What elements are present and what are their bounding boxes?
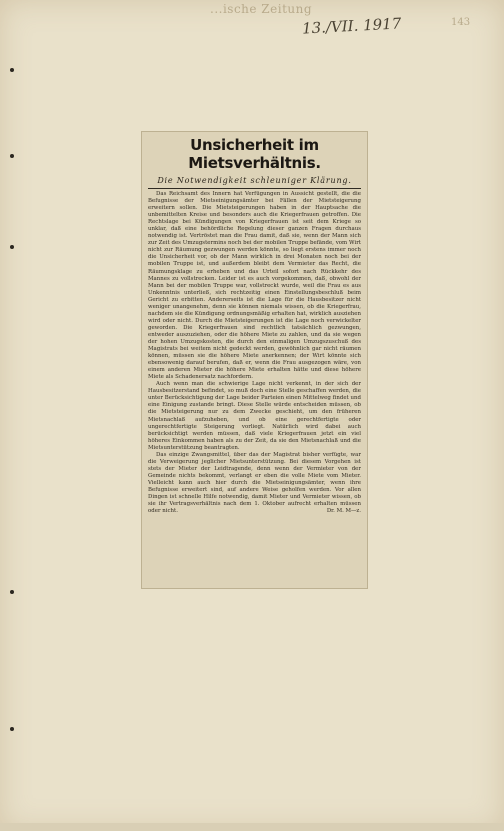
article-headline: Unsicherheit im Mietsverhältnis.: [188, 136, 321, 172]
binding-hole: [10, 590, 14, 594]
binding-hole: [10, 727, 14, 731]
binding-hole: [10, 68, 14, 72]
article-paragraph: Das Reichsamt des Innern hat Verfügungen in Aussicht gestellt, die die Befugnisse der Mietseinigungsämter bei Fällen der Mietsteigerung erweitern sollen. Die Mietsteigerungen haben in der Hauptsache die unbemittelten Kreise und besonders auch die Kriegerfrauen getroffen. Die Rechtslage bei Kündigungen von Kriegerfrauen ist seit dem Kriege so unklar, daß eine behördliche Regelung dieser ganzen Fragen durchaus notwendig ist. Vertröstet man die Frau damit, daß sie, wenn der Mann sich zur Zeit des Umzugstermins noch bei der mobilen Truppe befände, vom Wirt nicht zur Räumung gezwungen werden könnte, so liegt erstens immer noch die Unsicherheit vor, ob der Mann wirklich in drei Monaten noch bei der mobilen Truppe ist, und außerdem bleibt dem Vermieter das Recht, die Räumungsklage zu erheben und das Urteil sofort nach Rückkehr des Mannes zu vollstrecken. Leider ist es auch vorgekommen, daß, obwohl der Mann bei der mobilen Truppe war, vollstreckt wurde, weil die Frau es aus Unkenntnis unterließ, sich rechtzeitig einen Einstellungsbeschluß beim Gericht zu erbitten. Andererseits ist die Lage für die Hausbesitzer nicht weniger unangenehm, denn sie können niemals wissen, ob die Kriegerfrau, nachdem sie die Kündigung ordnungsmäßig erhalten hat, wirklich ausziehen wird oder nicht. Durch die Mietsteigerungen ist die Lage noch verwickelter geworden. Die Kriegerfrauen sind rechtlich tatsächlich gezwungen, entweder auszuziehen, oder die höhere Miete zu zahlen, und da sie wegen der hohen Umzugskosten, die durch den einmaligen Umzugszuschuß des Magistrats bei weitem nicht gedeckt werden, gewöhnlich gar nicht räumen können, müssen sie die höhere Miete anerkennen; der Wirt könnte sich ebensowenig darauf berufen, daß er, wenn die Frau ausgezogen wäre, von einem anderen Mieter die höhere Miete erhalten hätte und diese höhere Miete als Schadenersatz nachfordern.: [148, 191, 361, 381]
article-paragraph: Auch wenn man die schwierige Lage nicht verkennt, in der sich der Hausbesitzerstand befindet, so muß doch eine Stelle geschaffen werden, die unter Berücksichtigung der Lage beider Parteien einen Mittelweg findet und eine Einigung zustande bringt. Diese Stelle würde entscheiden müssen, ob die Mietsteigerung nur zu dem Zwecke geschieht, um den früheren Mietsnachlaß aufzuheben, und ob eine gerechtfertigte oder ungerechtfertigte Steigerung vorliegt. Natürlich wird dabei auch berücksichtigt werden müssen, daß viele Kriegerfrauen jetzt ein viel höheres Einkommen haben als zu der Zeit, da sie den Mietsnachlaß und die Mietsunterstützung beantragten.: [148, 381, 361, 451]
archive-number: 143: [451, 17, 471, 28]
page-edge: [0, 823, 504, 831]
binding-hole: [10, 154, 14, 158]
article-paragraph: Das einzige Zwangsmittel, über das der Magistrat bisher verfügte, war die Verweigerung jeglicher Mietsunterstützung. Bei diesem Vorgehen ist stets der Mieter der Leidtragende, denn wenn der Vermieter von der Gemeinde nichts bekommt, verlangt er eben die volle Miete vom Mieter. Vielleicht kann auch hier durch die Mietseinigungsämter, wenn ihre Befugnisse erweitert sind, auf andere Weise geholfen werden. Vor allen Dingen ist schnelle Hilfe notwendig, damit Mieter und Vermieter wissen, ob sie ihr Vertragsverhältnis nach dem 1. Oktober aufrecht erhalten müssen oder nicht.: [148, 451, 361, 515]
newspaper-title: ...ische Zeitung: [210, 2, 313, 16]
divider: [148, 188, 361, 189]
handwritten-date: 13./VII. 1917: [301, 14, 402, 38]
article-body: [148, 191, 361, 515]
article-subheadline: Die Notwendigkeit schleuniger Klärung.: [157, 176, 352, 185]
binding-hole: [10, 245, 14, 249]
article-signature: Dr. M. M—z.: [326, 508, 361, 515]
newspaper-clipping: [141, 131, 368, 589]
